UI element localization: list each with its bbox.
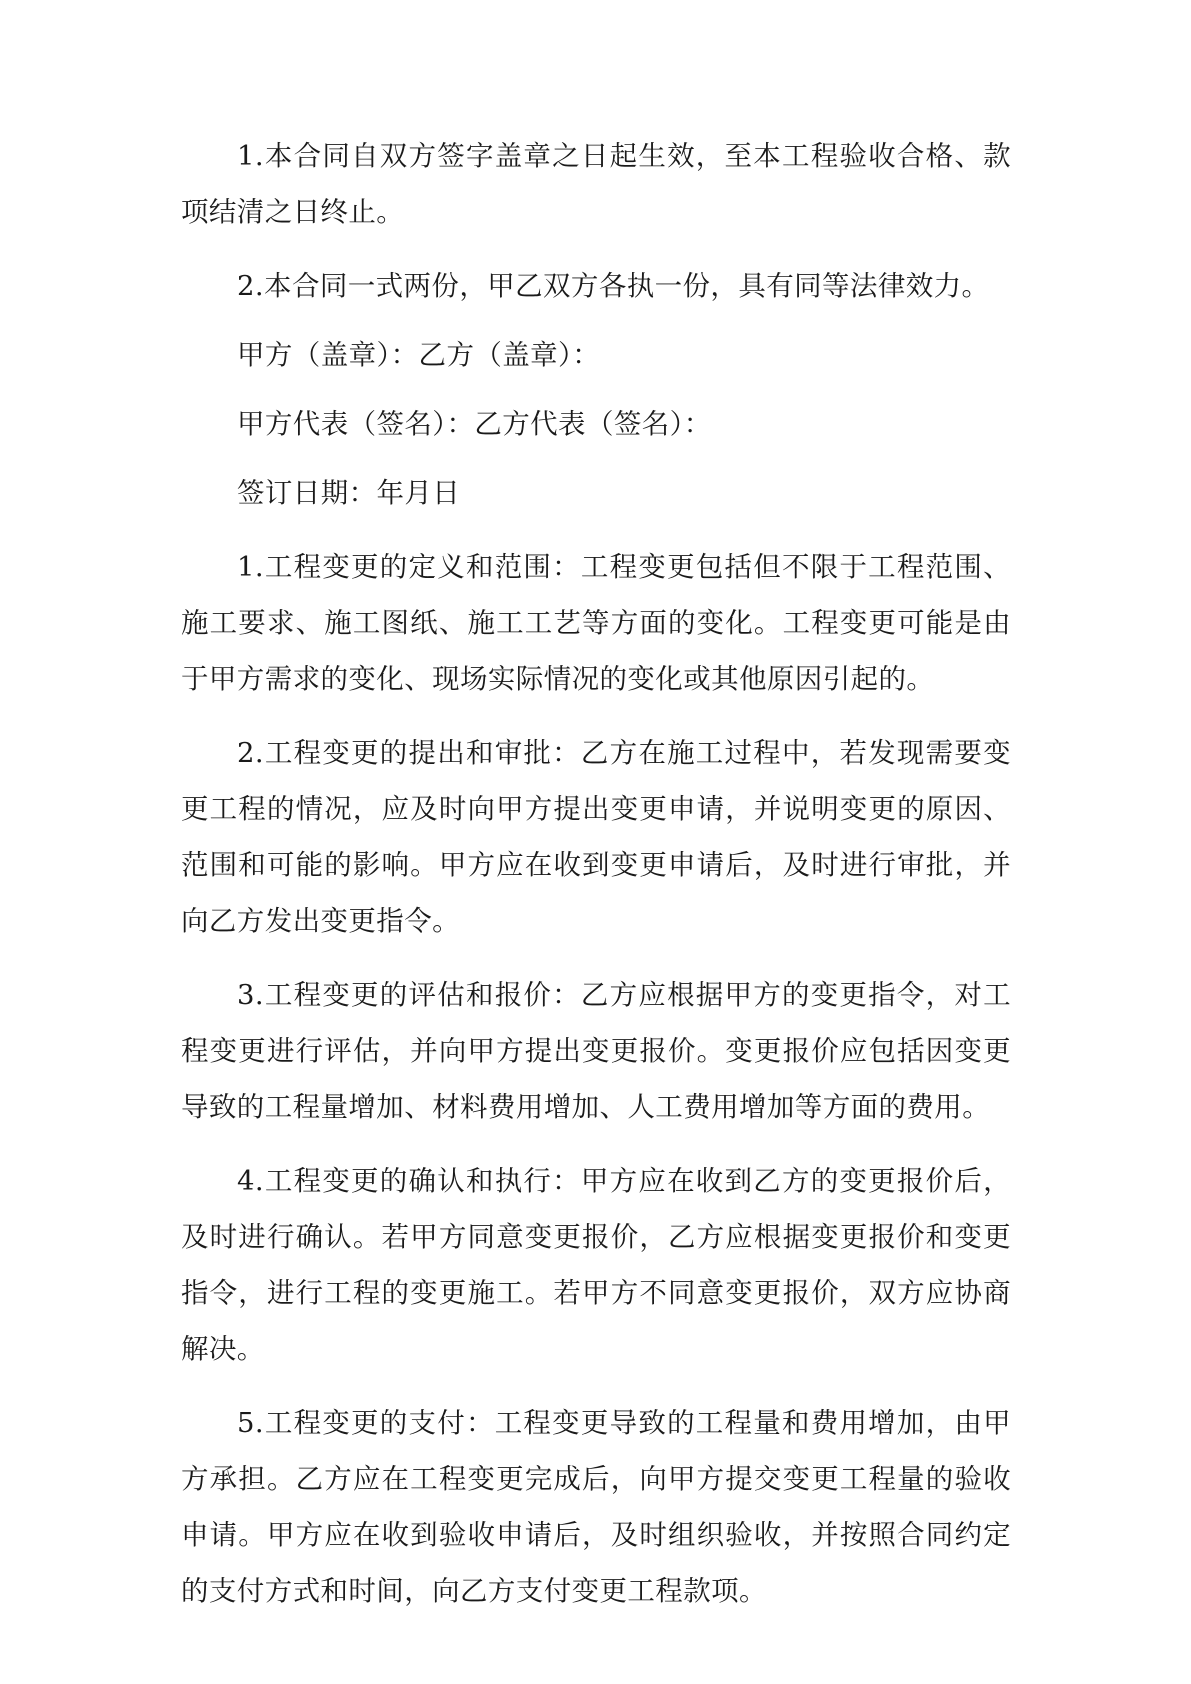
signing-date-line: 签订日期：年月日 xyxy=(237,477,461,509)
change-clause-proposal: 2.工程变更的提出和审批：乙方在施工过程中，若发现需要变更工程的情况，应及时向甲方提出变更申请，并说明变更的原因、范围和可能的影响。甲方应在收到变更申请后，及时进行审批，并向乙方发出变更指令。 xyxy=(181,737,1011,937)
change-clause-quotation: 3.工程变更的评估和报价：乙方应根据甲方的变更指令，对工程变更进行评估，并向甲方提出变更报价。变更报价应包括因变更导致的工程量增加、材料费用增加、人工费用增加等方面的费用。 xyxy=(181,979,1011,1123)
change-clause-confirmation: 4.工程变更的确认和执行：甲方应在收到乙方的变更报价后，及时进行确认。若甲方同意变更报价，乙方应根据变更报价和变更指令，进行工程的变更施工。若甲方不同意变更报价，双方应协商解决。 xyxy=(181,1165,1011,1365)
document-body xyxy=(181,128,1011,1637)
clause-effective-period: 1.本合同自双方签字盖章之日起生效，至本工程验收合格、款项结清之日终止。 xyxy=(181,140,1011,228)
change-clause-payment: 5.工程变更的支付：工程变更导致的工程量和费用增加，由甲方承担。乙方应在工程变更完成后，向甲方提交变更工程量的验收申请。甲方应在收到验收申请后，及时组织验收，并按照合同约定的支付方式和时间，向乙方支付变更工程款项。 xyxy=(181,1407,1011,1607)
clause-copies: 2.本合同一式两份，甲乙双方各执一份，具有同等法律效力。 xyxy=(237,270,990,302)
signature-representative-line: 甲方代表（签名）：乙方代表（签名）： xyxy=(237,408,712,440)
signature-seal-line: 甲方（盖章）：乙方（盖章）： xyxy=(237,339,601,371)
change-clause-definition: 1.工程变更的定义和范围：工程变更包括但不限于工程范围、施工要求、施工图纸、施工工艺等方面的变化。工程变更可能是由于甲方需求的变化、现场实际情况的变化或其他原因引起的。 xyxy=(181,551,1011,695)
